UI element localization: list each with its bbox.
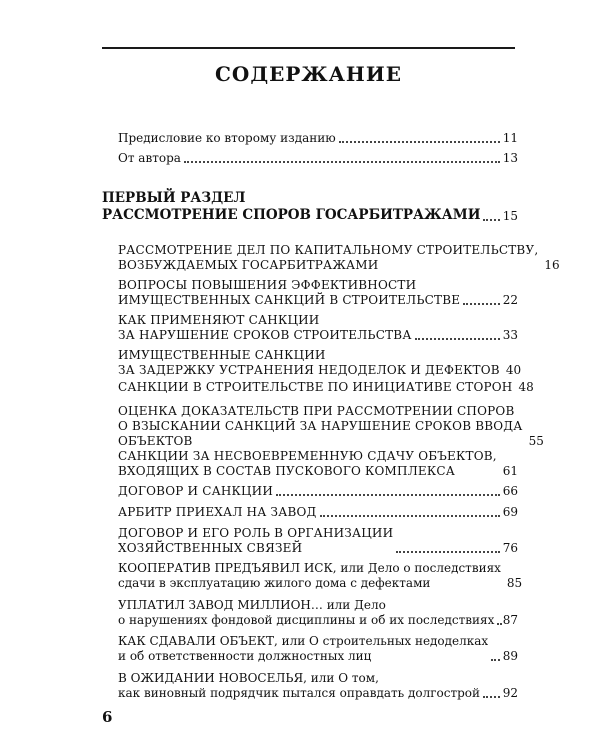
toc-entry[interactable] [118, 278, 518, 308]
toc-entry-title: САНКЦИИ ЗА НЕСВОЕВРЕМЕННУЮ СДАЧУ ОБЪЕКТОВ, ВХОДЯЩИХ В СОСТАВ ПУСКОВОГО КОМПЛЕКСА [118, 449, 497, 478]
toc-entry-page: 22 [502, 293, 518, 307]
toc-entry-title: От автора [118, 151, 181, 165]
toc-entry-title: ИМУЩЕСТВЕННЫЕ САНКЦИИ ЗА ЗАДЕРЖКУ УСТРАНЕНИЯ НЕДОДЕЛОК И ДЕФЕКТОВ [118, 348, 500, 377]
toc-entry[interactable] [118, 348, 522, 378]
section-heading: ПЕРВЫЙ РАЗДЕЛ [102, 190, 246, 206]
toc-entry[interactable] [118, 671, 518, 701]
page-number: 6 [102, 708, 113, 726]
section-title-entry[interactable] [102, 207, 518, 224]
toc-entry-title: ДОГОВОР И ЕГО РОЛЬ В ОРГАНИЗАЦИИ ХОЗЯЙСТВЕННЫХ СВЯЗЕЙ [118, 526, 394, 555]
toc-entry-page: 61 [502, 464, 519, 478]
toc-entry[interactable] [118, 634, 518, 664]
toc-entry-page: 85 [506, 576, 523, 590]
toc-entry-title: ВОПРОСЫ ПОВЫШЕНИЯ ЭФФЕКТИВНОСТИ ИМУЩЕСТВЕННЫХ САНКЦИЙ В СТРОИТЕЛЬСТВЕ [118, 278, 461, 307]
dot-leader [483, 696, 500, 698]
toc-entry-page: 89 [502, 649, 518, 663]
top-rule [102, 47, 515, 49]
toc-entry-title: АРБИТР ПРИЕХАЛ НА ЗАВОД [118, 505, 317, 519]
toc-entry[interactable] [118, 449, 518, 479]
dot-leader [396, 551, 499, 553]
toc-entry-title: КАК СДАВАЛИ ОБЪЕКТ, или О строительных недоделках и об ответственности должностных лиц [118, 634, 489, 663]
toc-entry[interactable] [118, 484, 518, 499]
toc-entry-page: 69 [502, 505, 518, 519]
toc-entry-title: В ОЖИДАНИИ НОВОСЕЛЬЯ, или О том, как виновный подрядчик пытался оправдать долгострой [118, 671, 480, 700]
toc-entry[interactable] [118, 561, 523, 591]
page-title: СОДЕРЖАНИЕ [215, 62, 402, 86]
dot-leader [320, 515, 500, 517]
toc-entry-title: РАССМОТРЕНИЕ ДЕЛ ПО КАПИТАЛЬНОМУ СТРОИТЕЛЬСТВУ, ВОЗБУЖДАЕМЫХ ГОСАРБИТРАЖАМИ [118, 243, 539, 272]
toc-entry-page: 92 [502, 686, 518, 700]
toc-entry[interactable] [118, 131, 518, 146]
toc-entry[interactable] [118, 404, 544, 449]
dot-leader [415, 338, 500, 340]
dot-leader [497, 623, 499, 625]
section-title: РАССМОТРЕНИЕ СПОРОВ ГОСАРБИТРАЖАМИ [102, 207, 481, 223]
toc-entry[interactable] [118, 598, 518, 628]
dot-leader [339, 141, 500, 143]
toc-entry-page: 48 [518, 380, 534, 394]
toc-entry[interactable] [118, 505, 518, 520]
toc-entry-title: ОЦЕНКА ДОКАЗАТЕЛЬСТВ ПРИ РАССМОТРЕНИИ СПОРОВ О ВЗЫСКАНИИ САНКЦИЙ ЗА НАРУШЕНИЕ СРОКОВ ВВОДА ОБЪЕКТОВ [118, 404, 523, 448]
toc-entry-page: 33 [502, 328, 518, 342]
toc-entry-page: 87 [502, 613, 518, 627]
toc-entry[interactable] [118, 526, 518, 556]
toc-entry-page: 16 [544, 258, 560, 272]
dot-leader [483, 219, 499, 221]
dot-leader [184, 161, 500, 163]
toc-entry-page: 40 [505, 363, 522, 377]
toc-entry-title: САНКЦИИ В СТРОИТЕЛЬСТВЕ ПО ИНИЦИАТИВЕ СТОРОН [118, 380, 513, 394]
dot-leader [491, 659, 500, 661]
dot-leader [463, 303, 500, 305]
toc-entry-page: 55 [528, 434, 544, 448]
toc-entry-page: 66 [502, 484, 518, 498]
toc-entry[interactable] [118, 380, 534, 395]
toc-entry-title: КООПЕРАТИВ ПРЕДЪЯВИЛ ИСК, или Дело о последствиях сдачи в эксплуатацию жилого дома с дефектами [118, 561, 501, 590]
toc-entry-page: 11 [502, 131, 518, 145]
toc-entry[interactable] [118, 151, 518, 166]
section-page: 15 [502, 209, 518, 223]
toc-entry-title: УПЛАТИЛ ЗАВОД МИЛЛИОН… или Дело о нарушениях фондовой дисциплины и об их последствиях [118, 598, 495, 627]
toc-entry[interactable] [118, 313, 518, 343]
toc-entry-page: 76 [502, 541, 518, 555]
toc-entry-page: 13 [502, 151, 518, 165]
dot-leader [276, 494, 500, 496]
toc-entry[interactable] [118, 243, 560, 273]
toc-entry-title: ДОГОВОР И САНКЦИИ [118, 484, 274, 498]
toc-entry-title: Предисловие ко второму изданию [118, 131, 336, 145]
toc-entry-title: КАК ПРИМЕНЯЮТ САНКЦИИ ЗА НАРУШЕНИЕ СРОКОВ СТРОИТЕЛЬСТВА [118, 313, 412, 342]
